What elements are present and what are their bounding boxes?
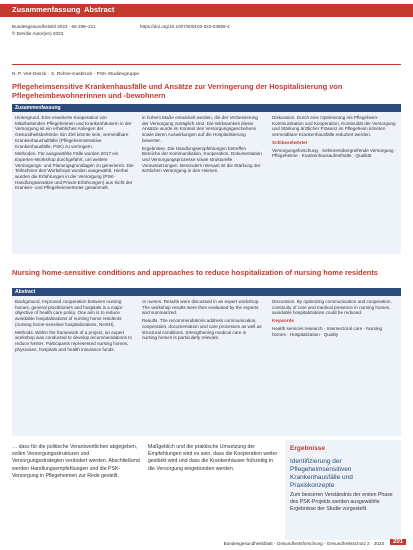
english-col-3 [272,299,397,339]
body-column-left: … dass für die politische Verantwortlichen abgegeben, sollen Versorgungsstrukturen und Versorgungsstrategien verändert werden. Abschließend werden Handlungsempfehlungen und die PSK-Versorgung in Pflegeheimen zur Rede gestellt. [12,444,140,479]
german-paragraph: Hintergrund. Eine erweiterte Kooperation von Mitarbeitenden Pflegeheimen und Krankenhäusern in der Versorgung ist ein erhebliches Anliegen der Gesundheitsbehörde. Ein Ziel könnte sein, vermeidbare Krankenhaushaltfälle (Pflegeheimsensitive Krankenhausfälle, PSK) zu verringern. [15,115,132,149]
authors: N. P. Veit-Dierck · S. Rohne-Kasbrock · PSK-Studiengruppe [12,72,140,77]
results-callout [285,440,401,540]
german-keywords-label: Schlüsselwörter [272,139,308,145]
english-paragraph: Results. The recommendations address communication, cooperation, documentation and care processes as well as structural conditions. Strengthening medical care in nursing homes is particularly relevant. [142,318,262,341]
english-title: Nursing home-sensitive conditions and approaches to reduce hospitalization of nursing home residents [12,268,378,277]
page-number: 201 [390,539,406,545]
english-keywords-label: Keywords [272,318,294,324]
english-keywords: Health services research · Intersectoral care · Nursing homes · Hospitalization · Quality [272,325,383,337]
callout-body: Zum besseren Verständnis der ersten Phase des PSK-Projekts werden ausgewählte Ergebnisse der Studie vorgestellt. [290,492,393,513]
english-section-label: Abstract [12,288,401,296]
german-paragraph: Ergebnisse. Die Handlungsempfehlungen betreffen Bereiche der Kommunikation, Kooperation, Dokumentation und Versorgungsprozesse sowie strukturelle Voraussetzungen. Besonders relevant ist die Stärkung der ärztlichen Versorgung in den Heimen. [142,145,262,174]
english-col-1 [15,299,135,354]
english-col-2 [142,299,262,343]
doi-link[interactable]: https://doi.org/10.1007/s00103-022-03659-4 [140,24,230,29]
body-column-middle: Maßgeblich und die praktische Umsetzung der Empfehlungen wird es sein, dass die Kooperation weiter gestärkt wird und dass die Krankenhäuser frühzeitig in die Versorgung eingebunden werden. [148,444,278,472]
tab-abstract: Abstract [84,5,115,14]
english-paragraph: or nurses. Results were discussed in an expert workshop. The workshop results were then evaluated by the experts and summarized. [142,299,260,316]
english-paragraph: Discussion. By optimizing communication and cooperation, continuity of care and medical presence in nursing homes, avoidable hospitalizations could be reduced. [272,299,392,316]
german-paragraph: in hohem Maße entwickelt werden, die der Verbesserung der Versorgung zuträglich sind. Die Wirksamkeit dieser Ansätze wurde im Kontext des Versorgungsgeschehens sowie deren Auswirkungen auf die Hospitalisierung bewertet. [142,115,258,143]
journal-footer: Bundesgesundheitsblatt - Gesundheitsforschung - Gesundheitsschutz 2 · 2023 [223,541,384,546]
german-keywords: Versorgungsforschung · Sektorenübergreifende Versorgung · Pflegeheime · Krankenhausaufenthalte · Qualität [272,147,397,159]
journal-citation: Bundesgesundheitsbl 2023 · 66:199–211 [12,24,96,29]
german-col-3 [272,115,397,161]
german-col-1 [15,115,135,193]
english-paragraph: Methods. Within the framework of a project, an expert workshop was conducted to develop recommendations to reduce NHSH. Participants represented nursing homes, physicians, hospitals and health insurance funds. [15,329,132,352]
german-paragraph: Diskussion. Durch eine Optimierung mit Pflegeheim-Kommunikation und Kooperation, Kontinuität der Versorgung und Stärkung ärztlicher Präsenz im Pflegeheim könnten vermeidbare Krankenhausfälle reduziert werden. [272,115,396,138]
german-col-2 [142,115,262,176]
german-abstract-box [12,104,401,254]
header-bar [0,4,413,17]
tab-zusammenfassung: Zusammenfassung [12,5,81,14]
copyright: © Der/die Autor(en) 2023 [12,31,64,36]
german-paragraph: Methoden. Für ausgewählte Fälle wurden 2017 ein Experten-Workshop durchgeführt, um weitere Versorgungs- und Planungsgrundlagen zu generieren. Die Teilnehmer des Workshops wurden ausgewählt. Hierbei wurden die Erfahrungen in der Versorgung (PSK-Handlungsansätze und Praxis-Erfahrungen) aus Sicht der Kranken- und Pflegeheimvertreter gesammelt. [15,151,134,191]
german-section-label: Zusammenfassung [12,104,401,112]
german-title: Pflegeheimsensitive Krankenhausfälle und Ansätze zur Verringerung der Hospitalisierung von Pflegeheimbewohnerinnen und -bewohnern [12,82,343,100]
callout-title: Identifizierung der Pflegeheimsensitiven Krankenhausfälle und Praxiskonzepte [290,458,353,489]
callout-heading: Ergebnisse [290,445,326,452]
divider [12,64,401,65]
english-paragraph: Background. Improved cooperation between nursing homes, general practitioners and hospitals is a major objective of health care policy. One aim is to reduce avoidable hospitalizations of nursing home residents (nursing home-sensitive hospitalizations, NHSH). [15,299,123,327]
english-abstract-box [12,288,401,436]
